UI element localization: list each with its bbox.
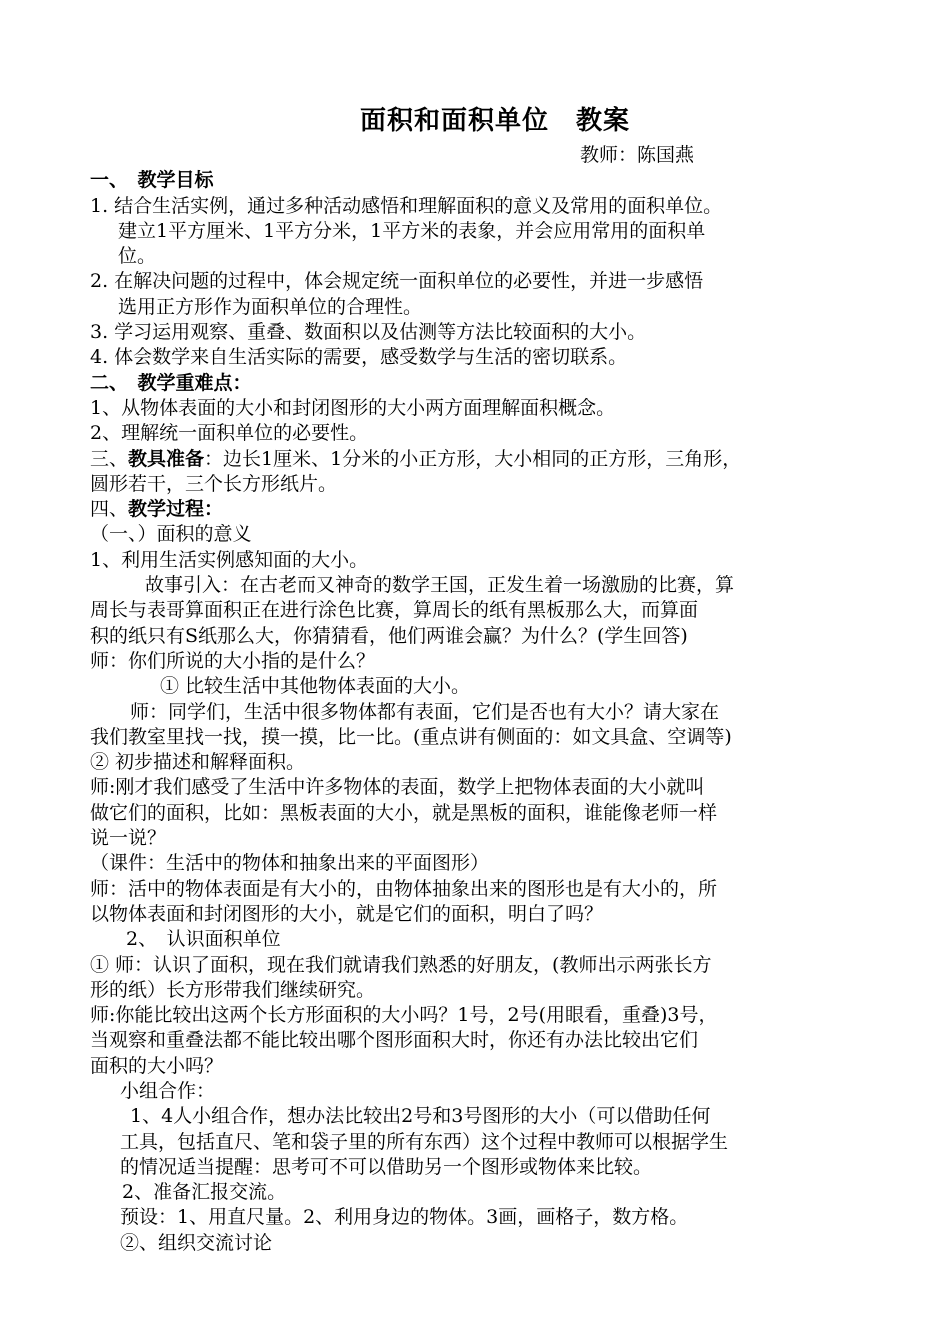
- objective-1-cont: 建立1平方厘米、1平方分米，1平方米的表象，并会应用常用的面积单: [118, 219, 706, 242]
- objective-4: 4. 体会数学来自生活实际的需要，感受数学与生活的密切联系。: [90, 346, 628, 369]
- paragraph-line: 工具，包括直尺、笔和袋子里的所有东西）这个过程中教师可以根据学生: [120, 1130, 729, 1153]
- key-point-1: 1、从物体表面的大小和封闭图形的大小两方面理解面积概念。: [90, 396, 616, 419]
- paragraph-line: （课件：生活中的物体和抽象出来的平面图形）: [90, 852, 490, 875]
- paragraph-line: ① 师：认识了面积，现在我们就请我们熟悉的好朋友，(教师出示两张长方: [90, 953, 712, 976]
- paragraph-line: 面积的大小吗？: [90, 1054, 224, 1077]
- paragraph-line: 以物体表面和封闭图形的大小，就是它们的面积，明白了吗？: [90, 902, 604, 925]
- paragraph-line: ②、组织交流讨论: [120, 1231, 273, 1254]
- section-process: [90, 497, 870, 522]
- objective-2-cont: 选用正方形作为面积单位的合理性。: [118, 295, 423, 318]
- paragraph-line: 预设：1、用直尺量。2、利用身边的物体。3画，画格子，数方格。: [120, 1206, 689, 1229]
- teacher-name: 教师：陈国燕: [580, 144, 695, 166]
- subsection-meaning: （一、）面积的意义: [90, 523, 252, 546]
- paragraph-line: ② 初步描述和解释面积。: [90, 751, 306, 774]
- paragraph-line: 的情况适当提醒：思考可不可以借助另一个图形或物体来比较。: [120, 1155, 653, 1178]
- section-number: 四、: [90, 498, 129, 521]
- objective-3: 3. 学习运用观察、重叠、数面积以及估测等方法比较面积的大小。: [90, 321, 647, 344]
- paragraph-line: 师:刚才我们感受了生活中许多物体的表面，数学上把物体表面的大小就叫: [90, 776, 705, 799]
- paragraph-line: 小组合作：: [120, 1079, 216, 1102]
- section-heading-teaching-aids: 教具准备: [128, 447, 205, 470]
- step-2: 2、 认识面积单位: [126, 928, 281, 951]
- paragraph-line: 周长与表哥算面积正在进行涂色比赛，算周长的纸有黑板那么大，而算面: [90, 599, 699, 622]
- paragraph-line: 形的纸）长方形带我们继续研究。: [90, 978, 376, 1001]
- teaching-aids-cont: 圆形若干，三个长方形纸片。: [90, 472, 338, 495]
- section-teaching-aids: [90, 447, 870, 472]
- paragraph-line: ① 比较生活中其他物体表面的大小。: [160, 675, 471, 698]
- key-point-2: 2、理解统一面积单位的必要性。: [90, 422, 369, 445]
- paragraph-line: 故事引入：在古老而又神奇的数学王国，正发生着一场激励的比赛，算: [145, 574, 735, 597]
- paragraph-line: 1、4人小组合作，想办法比较出2号和3号图形的大小（可以借助任何: [130, 1105, 711, 1128]
- paragraph-line: 我们教室里找一找，摸一摸，比一比。(重点讲有侧面的：如文具盒、空调等): [90, 725, 732, 748]
- paragraph-line: 当观察和重叠法都不能比较出哪个图形面积大时，你还有办法比较出它们: [90, 1029, 699, 1052]
- objective-2: 2. 在解决问题的过程中，体会规定统一面积单位的必要性，并进一步感悟: [90, 270, 704, 293]
- objective-1-cont: 位。: [118, 245, 157, 268]
- paragraph-line: 师:你能比较出这两个长方形面积的大小吗？1号，2号(用眼看，重叠)3号，: [90, 1004, 718, 1027]
- objective-1: 1. 结合生活实例，通过多种活动感悟和理解面积的意义及常用的面积单位。: [90, 194, 723, 217]
- section-heading-objectives: 一、 教学目标: [90, 169, 214, 192]
- teaching-aids-text: ：边长1厘米、1分米的小正方形，大小相同的正方形，三角形，: [204, 447, 742, 470]
- paragraph-line: 说一说？: [90, 827, 167, 850]
- section-number: 三、: [90, 447, 129, 470]
- paragraph-line: 2、准备汇报交流。: [122, 1181, 287, 1204]
- paragraph-line: 积的纸只有S纸那么大，你猜猜看，他们两谁会赢？为什么？(学生回答): [90, 624, 688, 647]
- section-heading-key-points: 二、 教学重难点：: [90, 371, 252, 394]
- step-1: 1、利用生活实例感知面的大小。: [90, 548, 369, 571]
- lesson-plan-page: [90, 100, 870, 1256]
- paragraph-line: 做它们的面积，比如：黑板表面的大小，就是黑板的面积，谁能像老师一样: [90, 801, 718, 824]
- page-title: 面积和面积单位 教案: [359, 106, 630, 136]
- paragraph-line: 师：同学们，生活中很多物体都有表面，它们是否也有大小？请大家在: [130, 700, 720, 723]
- paragraph-line: 师：你们所说的大小指的是什么？: [90, 649, 376, 672]
- section-heading-process: 教学过程：: [128, 498, 224, 521]
- paragraph-line: 师：活中的物体表面是有大小的，由物体抽象出来的图形也是有大小的，所: [90, 877, 718, 900]
